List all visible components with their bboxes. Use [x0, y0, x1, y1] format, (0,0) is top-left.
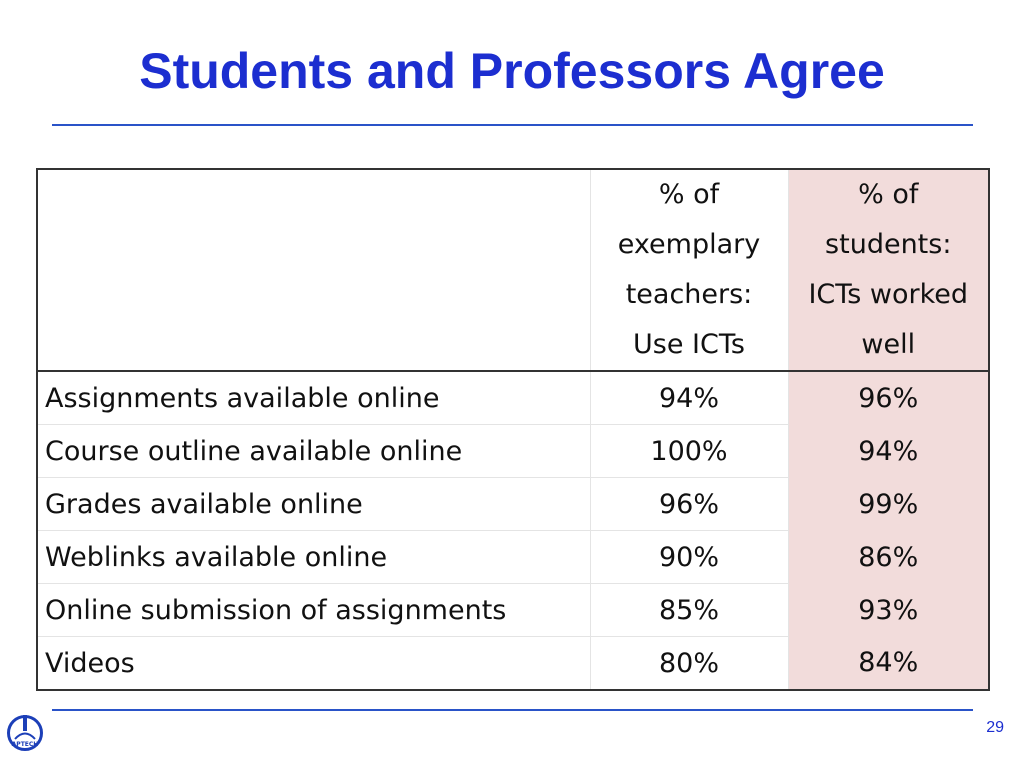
title-divider	[52, 124, 973, 126]
students-value: 84%	[788, 637, 989, 691]
row-label: Course outline available online	[37, 425, 590, 478]
teachers-value: 85%	[590, 584, 788, 637]
page-number: 29	[986, 719, 1004, 736]
teachers-value: 100%	[590, 425, 788, 478]
row-label: Weblinks available online	[37, 531, 590, 584]
table-row	[37, 371, 989, 425]
header-teachers-line: exemplary	[617, 229, 761, 260]
logo-text: APTECH	[11, 741, 39, 748]
students-value: 86%	[788, 531, 989, 584]
header-students-line: ICTs worked	[808, 279, 969, 310]
header-teachers-line: teachers:	[625, 279, 753, 310]
header-students-line: well	[861, 329, 916, 360]
header-teachers-line: % of	[658, 179, 720, 210]
teachers-value: 80%	[590, 637, 788, 691]
students-value: 96%	[788, 371, 989, 425]
table-row	[37, 584, 989, 637]
row-label: Grades available online	[37, 478, 590, 531]
header-students-line: % of	[858, 179, 919, 210]
students-value: 99%	[788, 478, 989, 531]
header-empty-cell	[37, 169, 590, 371]
table-row	[37, 478, 989, 531]
row-label: Assignments available online	[37, 371, 590, 425]
table-header-row	[37, 169, 989, 371]
teachers-value: 96%	[590, 478, 788, 531]
row-label: Online submission of assignments	[37, 584, 590, 637]
slide-title: Students and Professors Agree	[139, 43, 885, 99]
header-students	[788, 169, 989, 371]
row-label: Videos	[37, 637, 590, 691]
comparison-table	[36, 168, 990, 691]
teachers-value: 90%	[590, 531, 788, 584]
header-teachers	[590, 169, 788, 371]
footer-divider	[52, 709, 973, 711]
aptech-logo-icon	[6, 713, 44, 753]
header-teachers-line: Use ICTs	[633, 329, 745, 360]
teachers-value: 94%	[590, 371, 788, 425]
table-row	[37, 531, 989, 584]
table-row	[37, 425, 989, 478]
header-students-line: students:	[825, 229, 952, 260]
students-value: 94%	[788, 425, 989, 478]
table-row	[37, 637, 989, 691]
students-value: 93%	[788, 584, 989, 637]
